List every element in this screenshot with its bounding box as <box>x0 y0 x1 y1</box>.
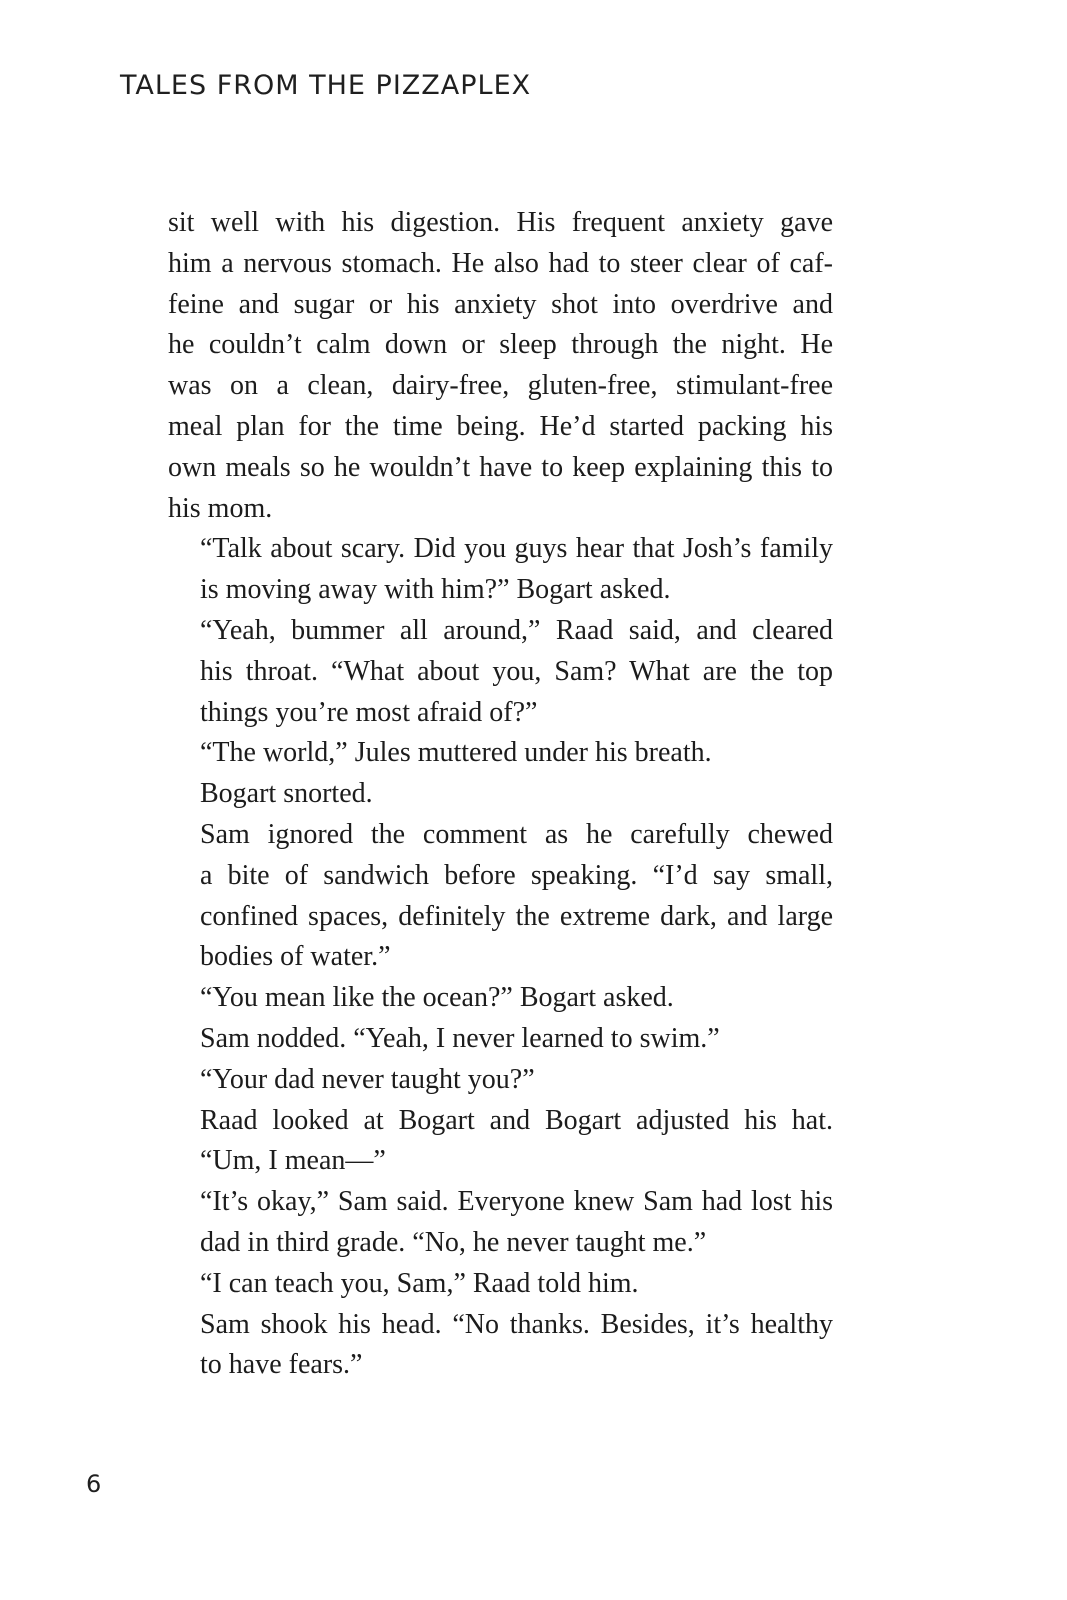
text-line: confined spaces, definitely the extreme dark, and large <box>200 900 833 932</box>
text-line: “Yeah, bummer all around,” Raad said, and cleared <box>200 614 833 646</box>
text-line: is moving away with him?” Bogart asked. <box>200 574 671 606</box>
paragraph <box>168 611 833 733</box>
text-line: own meals so he wouldn’t have to keep explaining this to <box>168 451 833 483</box>
text-line: feine and sugar or his anxiety shot into overdrive and <box>168 288 833 320</box>
page-number: 6 <box>86 1470 102 1498</box>
text-line: “Um, I mean—” <box>200 1145 386 1177</box>
text-line: “You mean like the ocean?” Bogart asked. <box>200 982 674 1014</box>
body-text <box>168 203 833 1386</box>
paragraph <box>168 1019 833 1060</box>
text-line: “Your dad never taught you?” <box>200 1063 535 1095</box>
text-line: his mom. <box>168 492 273 524</box>
paragraph <box>168 529 833 611</box>
paragraph <box>168 1101 833 1183</box>
text-line: “I can teach you, Sam,” Raad told him. <box>200 1267 639 1299</box>
paragraph <box>168 1060 833 1101</box>
text-line: “It’s okay,” Sam said. Everyone knew Sam had lost his <box>200 1186 833 1218</box>
text-line: “Talk about scary. Did you guys hear that Josh’s family <box>200 533 833 565</box>
text-line: a bite of sandwich before speaking. “I’d say small, <box>200 859 833 891</box>
text-line: his throat. “What about you, Sam? What are the top <box>200 655 833 687</box>
paragraph <box>168 1305 833 1387</box>
text-line: Bogart snorted. <box>200 778 373 810</box>
text-line: “The world,” Jules muttered under his breath. <box>200 737 712 769</box>
paragraph <box>168 1182 833 1264</box>
paragraph <box>168 978 833 1019</box>
paragraph <box>168 774 833 815</box>
paragraph <box>168 1264 833 1305</box>
paragraph <box>168 815 833 978</box>
text-line: meal plan for the time being. He’d started packing his <box>168 410 833 442</box>
text-line: Raad looked at Bogart and Bogart adjusted his hat. <box>200 1104 833 1136</box>
paragraph <box>168 203 833 529</box>
text-line: sit well with his digestion. His frequent anxiety gave <box>168 207 833 238</box>
text-line: things you’re most afraid of?” <box>200 696 538 728</box>
text-line: dad in third grade. “No, he never taught me.” <box>200 1226 707 1258</box>
text-line: Sam nodded. “Yeah, I never learned to swim.” <box>200 1022 720 1054</box>
text-line: to have fears.” <box>200 1349 363 1381</box>
text-line: he couldn’t calm down or sleep through the night. He <box>168 329 833 361</box>
text-line: Sam shook his head. “No thanks. Besides, it’s healthy <box>200 1308 833 1340</box>
running-head-title: TALES FROM THE PIZZAPLEX <box>120 70 532 101</box>
text-line: bodies of water.” <box>200 941 391 973</box>
text-line: Sam ignored the comment as he carefully chewed <box>200 818 833 850</box>
text-line: was on a clean, dairy-free, gluten-free, stimulant-free <box>168 370 833 402</box>
paragraph <box>168 733 833 774</box>
text-line: him a nervous stomach. He also had to steer clear of caf- <box>168 247 833 279</box>
